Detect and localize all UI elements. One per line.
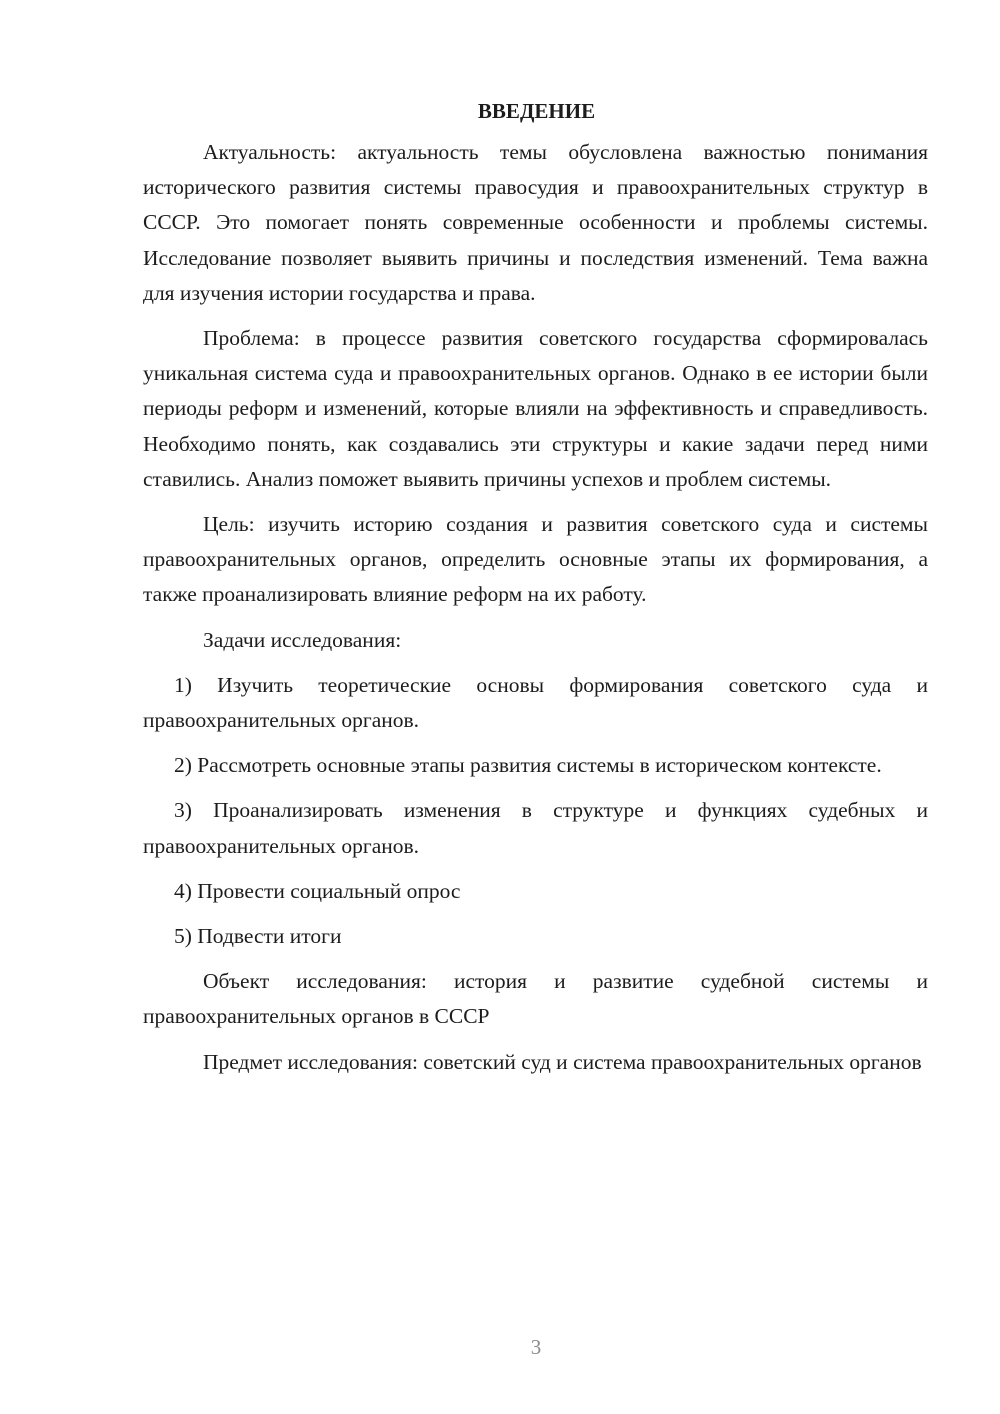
- research-object-paragraph: Объект исследования: история и развитие судебной системы и правоохранительных органов в СССР: [143, 969, 928, 1029]
- task-item: 2) Рассмотреть основные этапы развития системы в историческом контексте.: [174, 753, 882, 778]
- task-item: 1) Изучить теоретические основы формирования советского суда и правоохранительных органов.: [143, 672, 928, 733]
- task-item: 4) Провести социальный опрос: [174, 878, 461, 903]
- section-title: ВВЕДЕНИЕ: [477, 99, 596, 123]
- relevance-paragraph: Актуальность: актуальность темы обусловлена важностью понимания исторического развития системы правосудия и правоохранительных структур в СССР. Это помогает понять современные особенности и проблемы системы. Исследование позволяет выявить причины и последствия изменений. Тема важна для изучения истории государства и права.: [143, 140, 928, 305]
- document-page: [143, 96, 928, 1080]
- tasks-heading: Задачи исследования:: [203, 627, 402, 652]
- problem-paragraph: Проблема: в процессе развития советского государства сформировалась уникальная система суда и правоохранительных органов. Однако в ее истории были периоды реформ и изменений, которые влияли на эффективность и справедливость. Необходимо понять, как создавались эти структуры и какие задачи перед ними ставились. Анализ поможет выявить причины успехов и проблем системы.: [143, 326, 928, 491]
- research-subject-paragraph: Предмет исследования: советский суд и система правоохранительных органов: [203, 1049, 922, 1074]
- task-item: 3) Проанализировать изменения в структуре и функциях судебных и правоохранительных органов.: [143, 798, 928, 858]
- page-number: 3: [530, 1335, 542, 1359]
- task-item: 5) Подвести итоги: [174, 924, 342, 949]
- goal-paragraph: Цель: изучить историю создания и развития советского суда и системы правоохранительных органов, определить основные этапы их формирования, а также проанализировать влияние реформ на их работу.: [143, 512, 928, 607]
